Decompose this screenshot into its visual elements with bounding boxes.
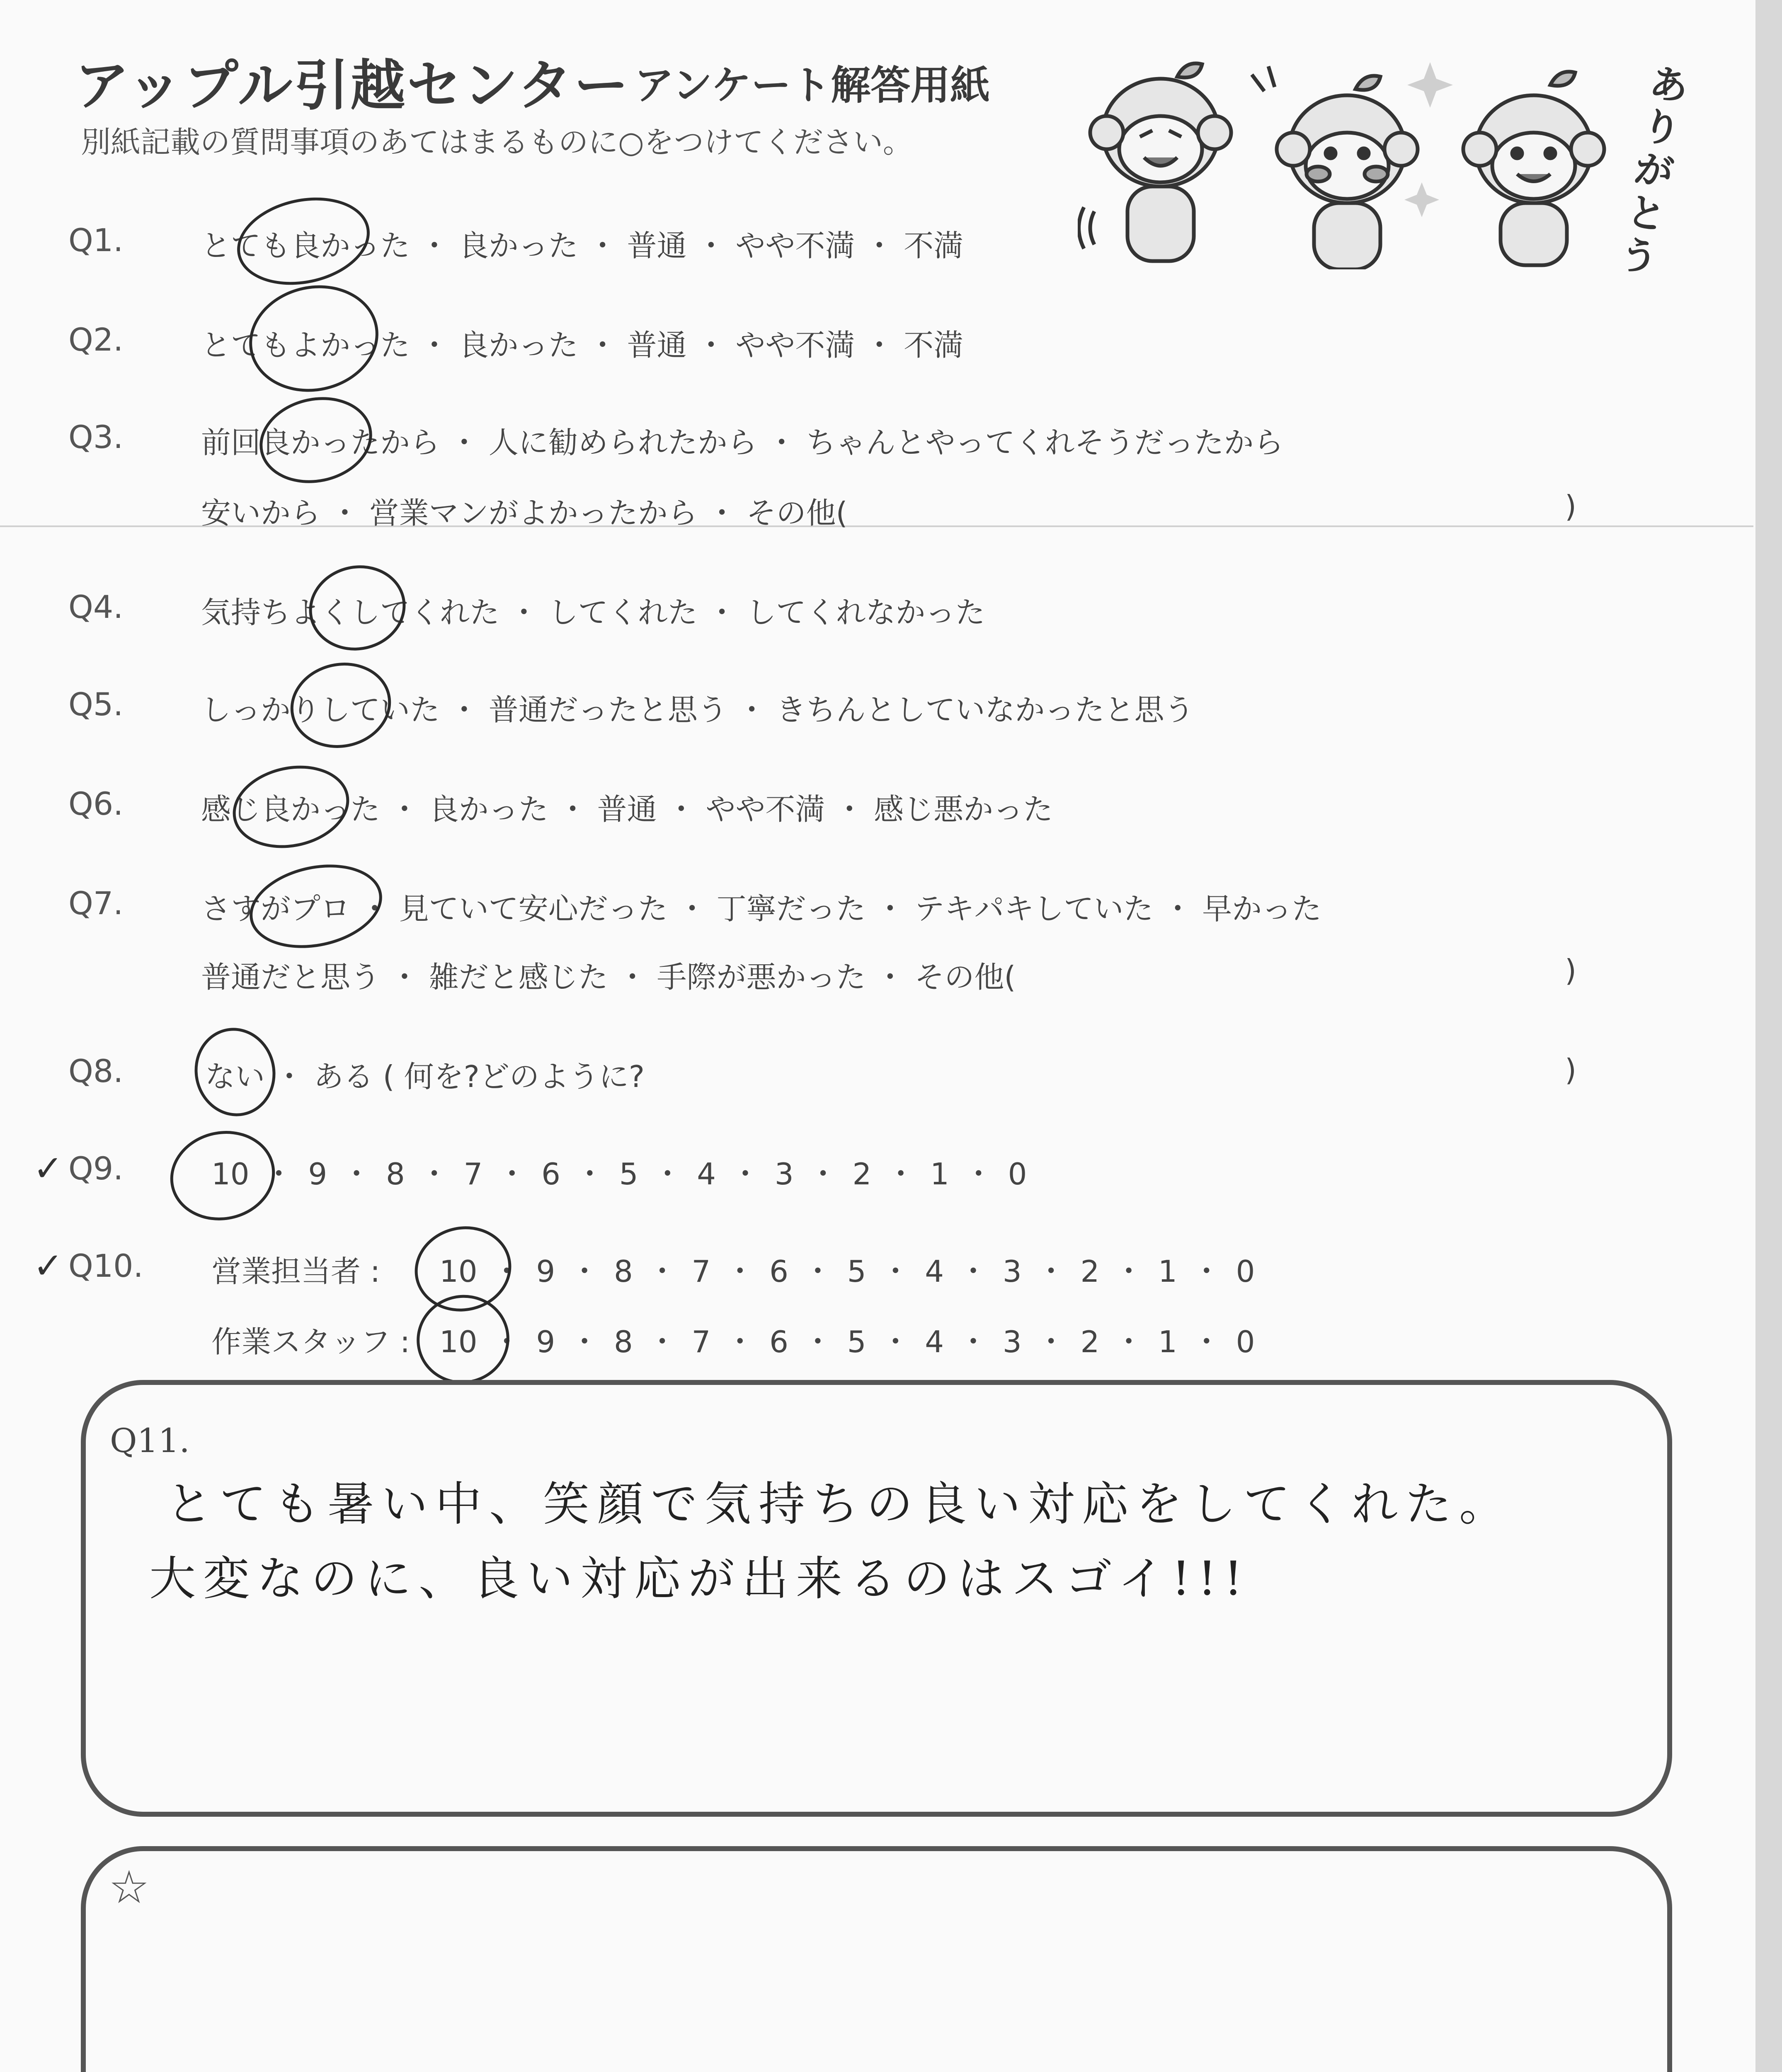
q5-options[interactable]: しっかりしていた ・ 普通だったと思う ・ きちんとしていなかったと思う	[201, 692, 1194, 727]
q10-check-mark: ✓	[33, 1245, 63, 1287]
q9-number: Q9.	[68, 1150, 124, 1187]
monkey-smiling-icon	[1463, 72, 1604, 265]
thanks-text: ありがとう	[1616, 60, 1692, 282]
q1-options[interactable]: とても良かった ・ 良かった ・ 普通 ・ やや不満 ・ 不満	[201, 228, 964, 263]
q3-number: Q3.	[68, 419, 124, 455]
q6-number: Q6.	[68, 785, 124, 822]
q11-handwritten-line2: 大変なのに、良い対応が出来るのはスゴイ!!!	[149, 1552, 1250, 1606]
q7-options-line2[interactable]: 普通だと思う ・ 雑だと感じた ・ 手際が悪かった ・ その他(	[201, 960, 1016, 995]
q11-handwritten-line1: とても暑い中、笑顔で気持ちの良い対応をしてくれた。	[166, 1477, 1513, 1531]
q3-options-line1[interactable]: 前回良かったから ・ 人に勧められたから ・ ちゃんとやってくれそうだったから	[201, 425, 1284, 460]
q1-number: Q1.	[68, 222, 124, 259]
q3-answer-circle	[252, 387, 380, 494]
form-subtitle: アンケート解答用紙	[634, 62, 990, 109]
q4-number: Q4.	[68, 588, 124, 625]
monkey-shy-icon	[1252, 66, 1418, 269]
star-icon: ☆	[109, 1861, 150, 1914]
q8-close-paren: )	[1565, 1053, 1577, 1087]
q11-label: Q11.	[110, 1421, 190, 1460]
q9-check-mark: ✓	[33, 1148, 63, 1189]
q8-options[interactable]: ない ・ ある ( 何を?どのように?	[205, 1059, 645, 1094]
q3-close-paren: )	[1565, 489, 1577, 524]
q9-answer-circle	[162, 1121, 284, 1230]
q10-staff-scale[interactable]: 10 ・ 9 ・ 8 ・ 7 ・ 6 ・ 5 ・ 4 ・ 3 ・ 2 ・ 1 ・ 0	[439, 1324, 1255, 1359]
q2-number: Q2.	[68, 321, 124, 358]
q2-answer-circle	[239, 274, 388, 404]
monkey-laughing-icon	[1079, 63, 1232, 261]
q8-number: Q8.	[68, 1053, 124, 1089]
q10-sales-scale[interactable]: 10 ・ 9 ・ 8 ・ 7 ・ 6 ・ 5 ・ 4 ・ 3 ・ 2 ・ 1 ・ 0	[439, 1254, 1255, 1289]
q10-staff-answer-circle	[408, 1286, 518, 1392]
q1-answer-circle	[229, 186, 378, 297]
q10-sales-label: 営業担当者 :	[211, 1254, 381, 1289]
q5-answer-circle	[282, 654, 399, 757]
q6-options[interactable]: 感じ良かった ・ 良かった ・ 普通 ・ やや不満 ・ 感じ悪かった	[201, 792, 1053, 827]
q7-number: Q7.	[68, 885, 124, 922]
q9-scale[interactable]: 10 ・ 9 ・ 8 ・ 7 ・ 6 ・ 5 ・ 4 ・ 3 ・ 2 ・ 1 ・ 0	[211, 1157, 1027, 1191]
free-comment-box[interactable]	[81, 1846, 1672, 2072]
q4-options[interactable]: 気持ちよくしてくれた ・ してくれた ・ してくれなかった	[201, 595, 985, 630]
q7-answer-circle	[242, 853, 390, 959]
q10-staff-label: 作業スタッフ :	[211, 1324, 410, 1359]
q7-options-line1[interactable]: さすがプロ ・ 見ていて安心だった ・ 丁寧だった ・ テキパキしていた ・ 早かった	[201, 891, 1322, 926]
q8-answer-circle	[187, 1020, 284, 1124]
form-title: アップル引越センター	[75, 54, 630, 118]
q5-number: Q5.	[68, 686, 124, 723]
q7-close-paren: )	[1565, 953, 1577, 988]
form-instruction: 別紙記載の質問事項のあてはまるものに○をつけてください。	[81, 125, 913, 160]
q2-options[interactable]: とてもよかった ・ 良かった ・ 普通 ・ やや不満 ・ 不満	[201, 328, 964, 363]
q6-answer-circle	[225, 755, 357, 859]
page-edge-shadow	[1755, 0, 1782, 2072]
monkey-mascots-illustration	[1078, 54, 1650, 269]
q10-number: Q10.	[68, 1247, 143, 1284]
q4-answer-circle	[301, 557, 413, 659]
q3-options-line2[interactable]: 安いから ・ 営業マンがよかったから ・ その他(	[201, 496, 848, 530]
